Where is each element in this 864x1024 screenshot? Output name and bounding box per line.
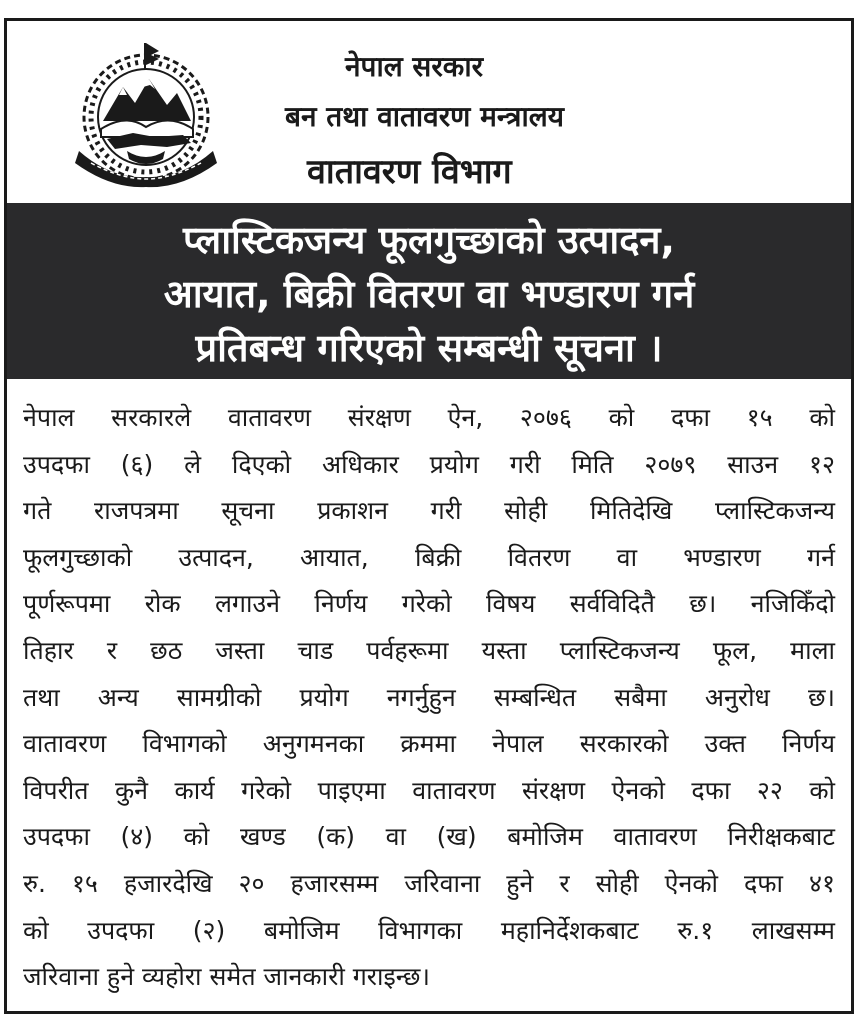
title-line: प्लास्टिकजन्य फूलगुच्छाको उत्पादन, — [183, 218, 675, 262]
nepal-government-emblem-icon — [71, 39, 221, 189]
body-line: वातावरण विभागको अनुगमनका क्रममा नेपाल सरकारको उक्त निर्णय — [23, 729, 835, 759]
body-line: को उपदफा (२) बमोजिम विभागका महानिर्देशकबाट रु.१ लाखसम्म — [23, 915, 835, 945]
body-line: फूलगुच्छाको उत्पादन, आयात, बिक्री वितरण वा भण्डारण गर्न — [23, 542, 835, 572]
body-line: नेपाल सरकारले वातावरण संरक्षण ऐन, २०७६ को दफा १५ को — [23, 403, 835, 432]
notice-frame — [4, 18, 854, 1014]
body-line: तिहार र छठ जस्ता चाड पर्वहरूमा यस्ता प्लास्टिकजन्य फूल, माला — [23, 635, 835, 665]
department-name: वातावरण विभाग — [307, 152, 512, 192]
title-line: आयात, बिक्री वितरण वा भण्डारण गर्न — [163, 272, 695, 316]
notice-title — [7, 203, 851, 379]
body-line: विपरीत कुनै कार्य गरेको पाइएमा वातावरण संरक्षण ऐनको दफा २२ को — [23, 775, 835, 805]
title-line: प्रतिबन्ध गरिएको सम्बन्धी सूचना । — [195, 326, 663, 370]
body-line: गते राजपत्रमा सूचना प्रकाशन गरी सोही मितिदेखि प्लास्टिकजन्य — [23, 496, 835, 526]
body-line: उपदफा (४) को खण्ड (क) वा (ख) बमोजिम वातावरण निरीक्षकबाट — [23, 822, 835, 852]
body-line: रु. १५ हजारदेखि २० हजारसम्म जरिवाना हुने र सोही ऐनको दफा ४१ — [23, 868, 835, 898]
body-line: तथा अन्य सामग्रीको प्रयोग नगर्नुहुन सम्बन्धित सबैमा अनुरोध छ। — [23, 682, 835, 712]
notice-header — [7, 21, 851, 203]
government-name: नेपाल सरकार — [345, 50, 484, 83]
body-line: उपदफा (६) ले दिएको अधिकार प्रयोग गरी मिति २०७९ साउन १२ — [23, 449, 835, 479]
body-line: जरिवाना हुने व्यहोरा समेत जानकारी गराइन्छ। — [23, 962, 430, 992]
ministry-name: बन तथा वातावरण मन्त्रालय — [285, 100, 564, 133]
body-line: पूर्णरूपमा रोक लगाउने निर्णय गरेको विषय सर्वविदितै छ। नजिकिँदो — [23, 589, 835, 619]
notice-body — [7, 381, 851, 1001]
